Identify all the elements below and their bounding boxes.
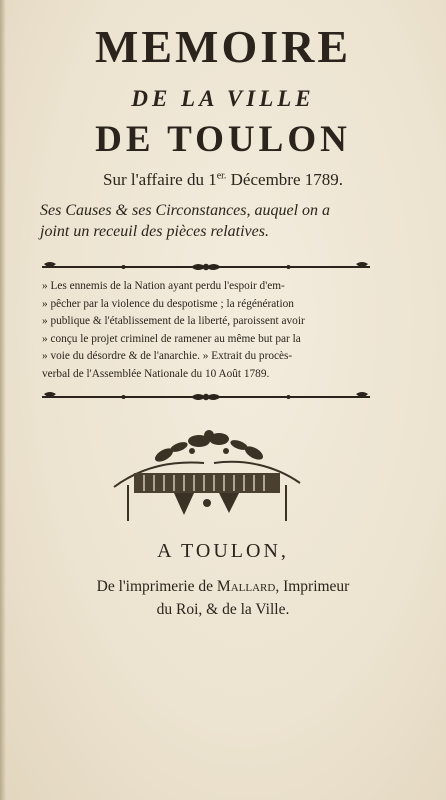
bottom-ornamental-rule (42, 392, 370, 402)
date-line (0, 170, 446, 190)
quote-line: » voie du désordre & de l'anarchie. » Extrait du procès- (42, 350, 293, 362)
quote-line: » publique & l'établissement de la liberté, paroissent avoir (42, 315, 305, 327)
epigraph-quote (42, 278, 370, 383)
page-title: MEMOIRE (94, 21, 352, 72)
quote-line: » pêcher par la violence du despotisme ; la régénération (42, 297, 294, 310)
causes-line-2: joint un receuil des pièces relatives. (40, 223, 269, 240)
quote-line: » conçu le projet criminel de ramener au même but par la (42, 332, 301, 345)
imprint-line-2: du Roi, & de la Ville. (156, 601, 290, 618)
page-subtitle: DE LA VILLE (131, 86, 315, 111)
imprint-city: A TOULON, (157, 540, 289, 562)
causes-paragraph (40, 200, 426, 242)
quote-line: verbal de l'Assemblée Nationale du 10 Août 1789. (42, 367, 270, 380)
date-suffix: Décembre 1789. (226, 170, 343, 189)
causes-line-1: Ses Causes & ses Circonstances, auquel on a (40, 202, 331, 219)
imprint-text-a: De l'imprimerie de (96, 578, 217, 595)
printers-ornament-vignette (104, 425, 310, 525)
imprint-line-1 (0, 578, 446, 596)
quote-line: » Les ennemis de la Nation ayant perdu l'espoir d'em- (42, 280, 285, 292)
date-prefix: Sur l'affaire du 1 (103, 170, 217, 189)
date-superscript: er. (216, 170, 227, 182)
top-ornamental-rule (42, 262, 370, 272)
imprint-text-b: , Imprimeur (275, 578, 350, 595)
imprint-printer-name: Mallard (216, 578, 276, 595)
place-heading: DE TOULON (95, 119, 351, 160)
